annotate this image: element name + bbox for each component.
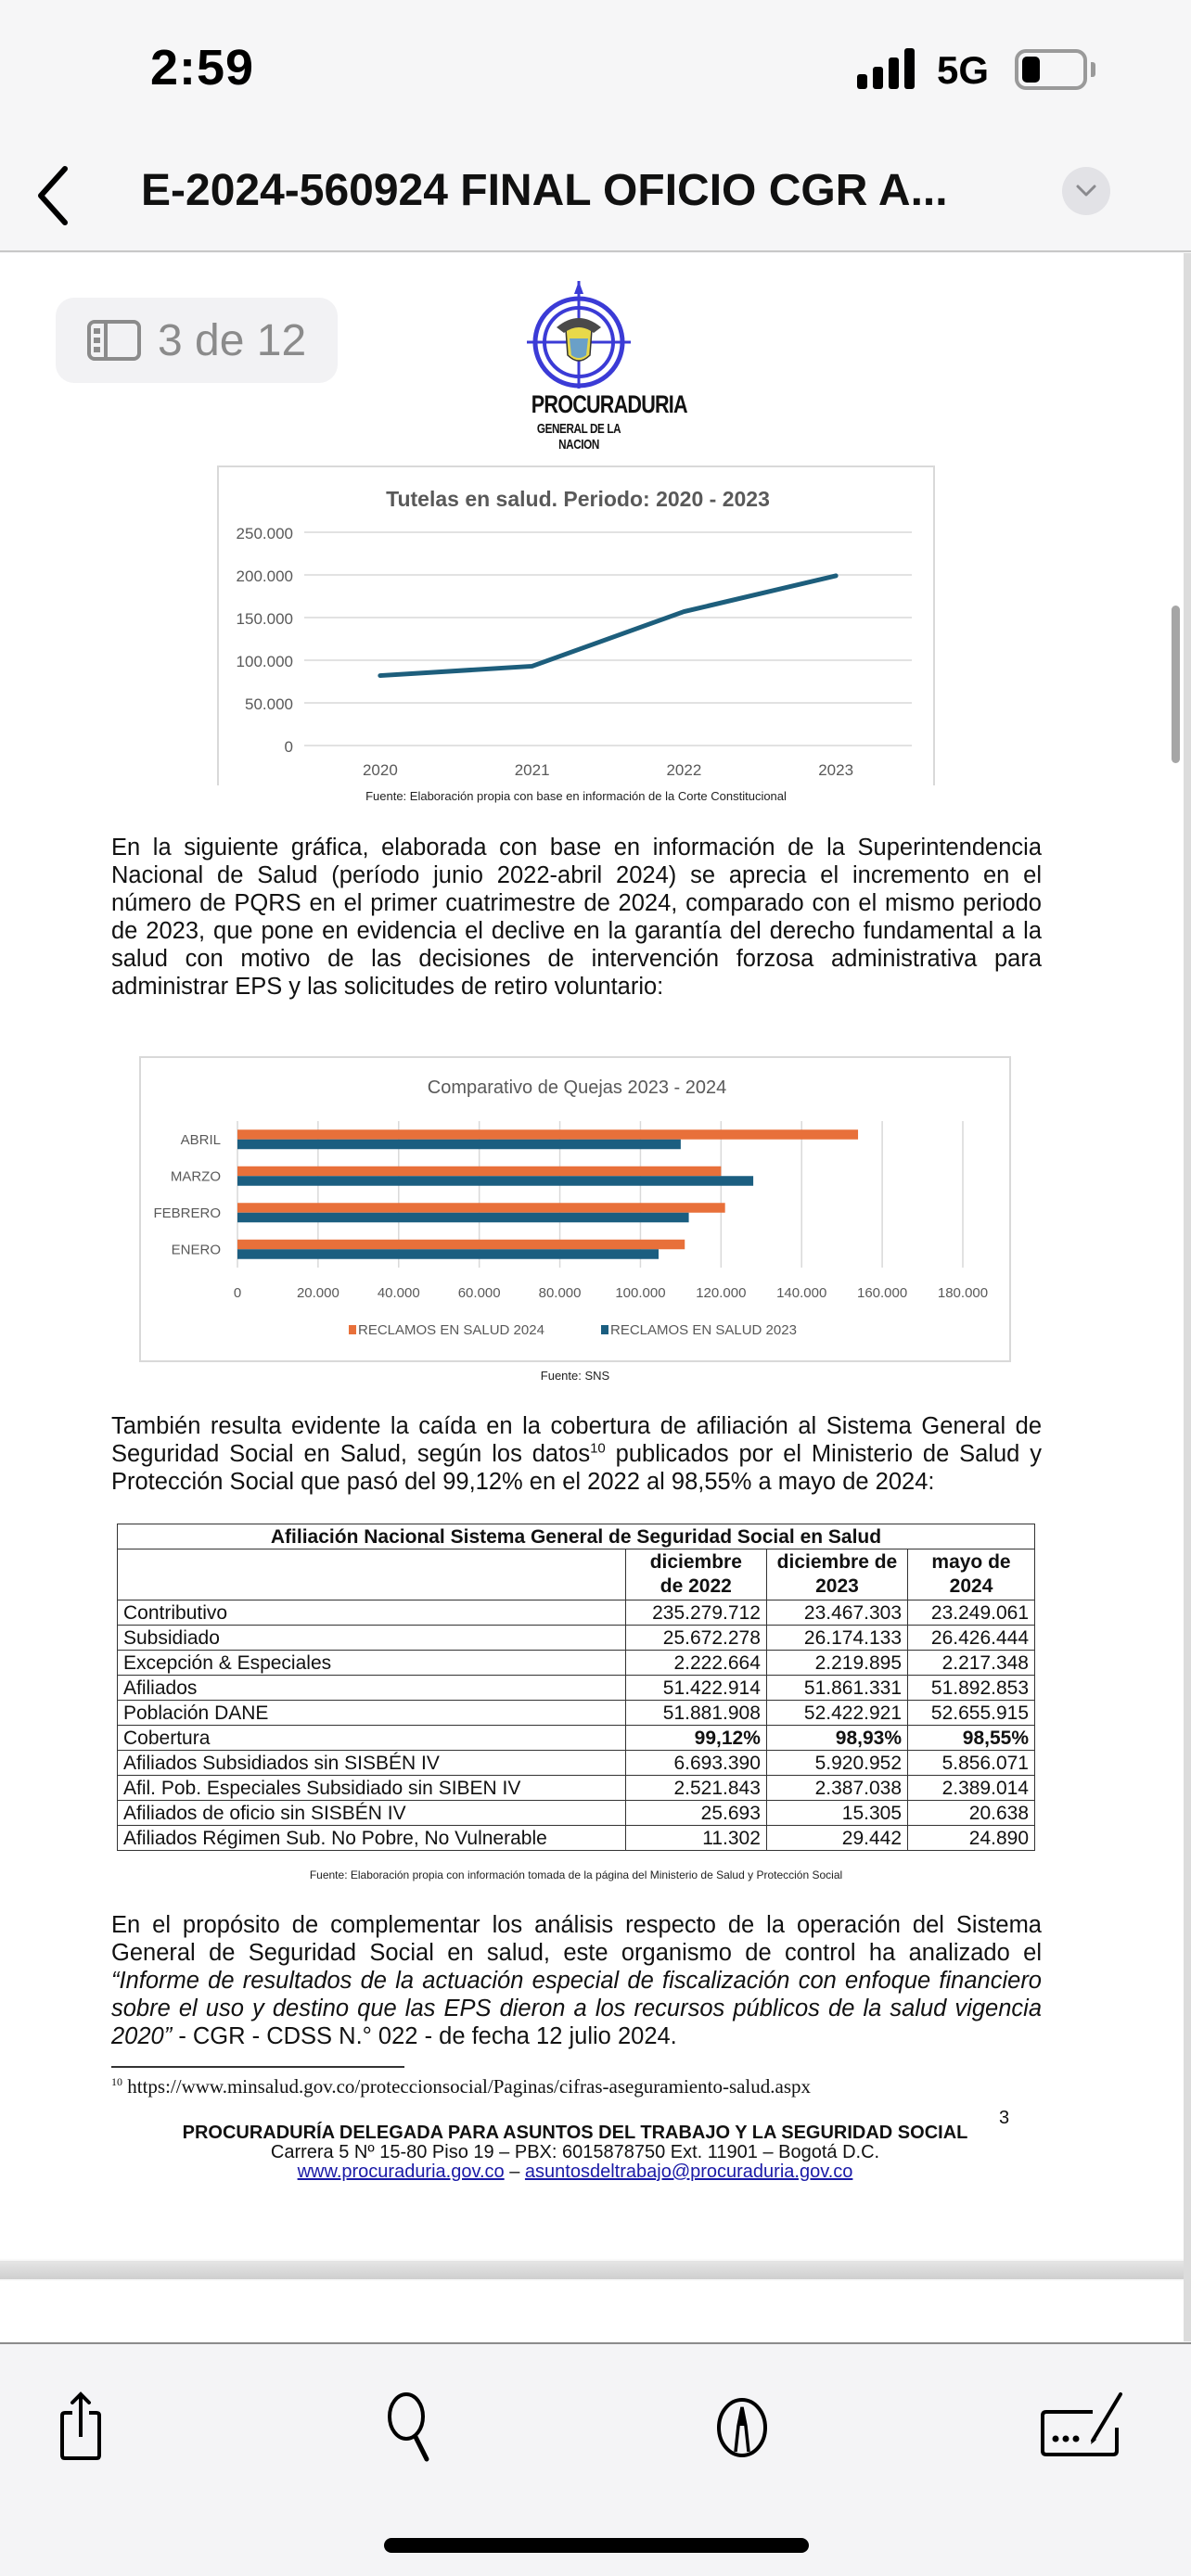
x-tick-label: 100.000 <box>615 1285 666 1301</box>
table-cell: 2.217.348 <box>908 1651 1035 1676</box>
table-cell: 11.302 <box>625 1826 766 1851</box>
page-indicator-label: 3 de 12 <box>158 315 307 365</box>
legend-label: RECLAMOS EN SALUD 2024 <box>358 1322 544 1338</box>
y-tick-label: 200.000 <box>236 567 293 585</box>
next-pdf-page <box>0 2281 1184 2341</box>
chevron-left-icon <box>28 163 83 228</box>
email-link[interactable]: asuntosdeltrabajo@procuraduria.gov.co <box>524 2162 853 2182</box>
table-cell: 29.442 <box>766 1826 907 1851</box>
category-label: ENERO <box>171 1242 221 1258</box>
paragraph-3 <box>111 1911 1042 2050</box>
y-tick-label: 150.000 <box>236 610 293 628</box>
fill-and-sign-icon <box>1037 2389 1130 2463</box>
x-tick-label: 120.000 <box>696 1285 747 1301</box>
table-cell: 5.920.952 <box>766 1751 907 1776</box>
table-cell: 20.638 <box>908 1801 1035 1826</box>
status-bar <box>0 0 1191 139</box>
quejas-chart-svg <box>141 1058 1013 1364</box>
markup-button[interactable] <box>705 2389 779 2463</box>
x-tick-label: 2023 <box>818 761 854 779</box>
footer-links <box>0 2162 1150 2183</box>
tutelas-line-chart <box>217 465 935 785</box>
footer-separator: – <box>504 2162 525 2182</box>
paragraph-2-text-b: publicados por el Ministerio de Salud y Protección Social que pasó del 99,12% en el 2022 al 98,55% a mayo de 2024: <box>111 1441 1042 1495</box>
legend-label: RECLAMOS EN SALUD 2023 <box>610 1322 797 1338</box>
table-row <box>118 1651 1035 1676</box>
bar-2024 <box>237 1240 685 1250</box>
afiliacion-table <box>117 1524 1035 1851</box>
row-label: Contributivo <box>118 1600 626 1626</box>
table-cell: 23.467.303 <box>766 1600 907 1626</box>
column-header: mayo de 2024 <box>908 1549 1035 1600</box>
logo-title: PROCURADURIA <box>531 390 687 418</box>
table-row <box>118 1826 1035 1851</box>
quejas-bar-chart <box>139 1056 1011 1362</box>
footnote-url[interactable]: https://www.minsalud.gov.co/proteccionsocial/Paginas/cifras-aseguramiento-salud.aspx <box>122 2075 812 2098</box>
table-cell: 98,55% <box>908 1726 1035 1751</box>
fill-and-sign-button[interactable] <box>1037 2389 1130 2463</box>
table-cell: 25.672.278 <box>625 1626 766 1651</box>
table-cell: 51.422.914 <box>625 1676 766 1701</box>
bar-2023 <box>237 1176 753 1186</box>
y-tick-label: 100.000 <box>236 653 293 670</box>
bar-2024 <box>237 1203 725 1213</box>
column-header: diciembre de 2023 <box>766 1549 907 1600</box>
row-label: Afiliados de oficio sin SISBÉN IV <box>118 1801 626 1826</box>
paragraph-1 <box>111 834 1042 1001</box>
crosshair-emblem-icon <box>519 281 638 390</box>
chart-title: Comparativo de Quejas 2023 - 2024 <box>427 1078 727 1098</box>
x-tick-label: 2022 <box>666 761 702 779</box>
category-label: MARZO <box>170 1168 221 1185</box>
footnote-number: 10 <box>111 2075 122 2088</box>
paragraph-1-text: En la siguiente gráfica, elaborada con base en información de la Superintendencia Nacional de Salud (período junio 2022-abril 2024) se aprecia el incremento en el número de PQRS en el primer cuatrimestre de 2024, comparado con el mismo periodo de 2023, que pone en evidencia el declive en la garantía del derecho fundamental a la salud con motivo de las decisiones de intervención forzosa administrativa para administrar EPS y las solicitudes de retiro voluntario: <box>111 835 1042 1000</box>
table-cell: 2.521.843 <box>625 1776 766 1801</box>
table-cell: 2.219.895 <box>766 1651 907 1676</box>
procuraduria-logo <box>519 281 687 453</box>
back-button[interactable] <box>28 163 83 228</box>
tutelas-chart-svg <box>219 467 937 787</box>
bar-2024 <box>237 1167 721 1177</box>
row-label: Afiliados Subsidiados sin SISBÉN IV <box>118 1751 626 1776</box>
footnote-ref[interactable]: 10 <box>590 1440 606 1457</box>
table-row <box>118 1626 1035 1651</box>
pdf-page <box>0 253 1184 2259</box>
row-label: Afiliados Régimen Sub. No Pobre, No Vulnerable <box>118 1826 626 1851</box>
document-viewport[interactable] <box>0 253 1191 2341</box>
y-tick-label: 250.000 <box>236 525 293 542</box>
table-cell: 2.222.664 <box>625 1651 766 1676</box>
table-cell: 6.693.390 <box>625 1751 766 1776</box>
x-tick-label: 180.000 <box>937 1285 989 1301</box>
table-title: Afiliación Nacional Sistema General de Seguridad Social en Salud <box>118 1524 1035 1549</box>
table-cell: 2.387.038 <box>766 1776 907 1801</box>
table-cell: 15.305 <box>766 1801 907 1826</box>
page-separator <box>0 2261 1191 2279</box>
table-cell: 25.693 <box>625 1801 766 1826</box>
table-row <box>118 1676 1035 1701</box>
document-title[interactable]: E-2024-560924 FINAL OFICIO CGR A... <box>141 166 948 215</box>
search-button[interactable] <box>375 2389 449 2463</box>
title-menu-button[interactable] <box>1062 167 1110 215</box>
x-tick-label: 20.000 <box>296 1285 339 1301</box>
chart-title: Tutelas en salud. Periodo: 2020 - 2023 <box>386 487 770 511</box>
row-label: Cobertura <box>118 1726 626 1751</box>
table-row <box>118 1801 1035 1826</box>
legend-swatch <box>601 1325 608 1334</box>
table-row <box>118 1600 1035 1626</box>
footnote-divider <box>111 2066 404 2068</box>
table-cell: 52.422.921 <box>766 1701 907 1726</box>
x-tick-label: 140.000 <box>776 1285 827 1301</box>
bar-2024 <box>237 1129 858 1140</box>
website-link[interactable]: www.procuraduria.gov.co <box>297 2162 505 2182</box>
sidebar-thumbnails-icon <box>87 320 141 361</box>
paragraph-2 <box>111 1412 1042 1496</box>
row-label: Subsidiado <box>118 1626 626 1651</box>
page-indicator-button[interactable] <box>56 298 338 383</box>
table-cell: 24.890 <box>908 1826 1035 1851</box>
table-row <box>118 1776 1035 1801</box>
table-cell: 26.174.133 <box>766 1626 907 1651</box>
x-tick-label: 80.000 <box>538 1285 582 1301</box>
legend-swatch <box>349 1325 356 1334</box>
row-label: Afil. Pob. Especiales Subsidiado sin SIBEN IV <box>118 1776 626 1801</box>
column-header: diciembre de 2022 <box>625 1549 766 1600</box>
x-tick-label: 2021 <box>514 761 550 779</box>
table-row <box>118 1701 1035 1726</box>
home-indicator[interactable] <box>384 2538 809 2553</box>
table-cell: 5.856.071 <box>908 1751 1035 1776</box>
report-title-quote: “Informe de resultados de la actuación especial de fiscalización con enfoque financiero sobre el uso y destino que las EPS dieron a los recursos públicos de la salud vigencia 2020” <box>111 1968 1042 2049</box>
table-cell: 23.249.061 <box>908 1600 1035 1626</box>
x-tick-label: 40.000 <box>377 1285 420 1301</box>
table-cell: 2.389.014 <box>908 1776 1035 1801</box>
y-tick-label: 0 <box>284 738 293 756</box>
chart2-caption: Fuente: SNS <box>540 1369 610 1383</box>
y-tick-label: 50.000 <box>245 695 293 713</box>
paragraph-2-text-a: También resulta evidente la caída en la cobertura de afiliación al Sistema General de Seguridad Social en Salud, según los datos <box>111 1413 1042 1467</box>
battery-icon <box>1015 49 1087 90</box>
table-row <box>118 1726 1035 1751</box>
table-cell: 51.881.908 <box>625 1701 766 1726</box>
row-label: Afiliados <box>118 1676 626 1701</box>
page-number: 3 <box>999 2108 1010 2128</box>
bar-2023 <box>237 1140 681 1150</box>
navigation-bar <box>0 139 1191 252</box>
table-cell: 26.426.444 <box>908 1626 1035 1651</box>
scrollbar-thumb[interactable] <box>1172 606 1180 763</box>
row-label: Excepción & Especiales <box>118 1651 626 1676</box>
footer-organization: PROCURADURÍA DELEGADA PARA ASUNTOS DEL TRABAJO Y LA SEGURIDAD SOCIAL <box>182 2123 968 2143</box>
logo-subtitle: GENERAL DE LA NACION <box>536 421 621 453</box>
markup-pen-icon <box>705 2389 779 2463</box>
network-type: 5G <box>937 48 990 92</box>
battery-cap <box>1091 62 1095 77</box>
table-cell: 235.279.712 <box>625 1600 766 1626</box>
category-label: FEBRERO <box>153 1205 221 1221</box>
table-header-empty <box>118 1549 626 1600</box>
cellular-signal-icon <box>857 48 918 89</box>
table-cell: 98,93% <box>766 1726 907 1751</box>
table-cell: 51.861.331 <box>766 1676 907 1701</box>
bar-2023 <box>237 1249 659 1259</box>
table-row <box>118 1751 1035 1776</box>
x-tick-label: 160.000 <box>856 1285 908 1301</box>
category-label: ABRIL <box>180 1131 221 1148</box>
scroll-track <box>1184 253 1191 2341</box>
bar-2023 <box>237 1213 689 1223</box>
table-caption: Fuente: Elaboración propia con información tomada de la página del Ministerio de Salud y Protección Social <box>309 1868 843 1881</box>
chart1-caption: Fuente: Elaboración propia con base en información de la Corte Constitucional <box>365 789 787 803</box>
table-cell: 51.892.853 <box>908 1676 1035 1701</box>
x-tick-label: 2020 <box>362 761 398 779</box>
status-time: 2:59 <box>150 40 255 96</box>
table-cell: 99,12% <box>625 1726 766 1751</box>
battery-level <box>1022 57 1040 83</box>
footnote <box>111 2075 811 2098</box>
x-tick-label: 60.000 <box>457 1285 501 1301</box>
search-icon <box>375 2389 449 2463</box>
chevron-down-icon <box>1075 184 1097 198</box>
x-tick-label: 0 <box>233 1285 242 1301</box>
row-label: Población DANE <box>118 1701 626 1726</box>
table-cell: 52.655.915 <box>908 1701 1035 1726</box>
footer-address: Carrera 5 Nº 15-80 Piso 19 – PBX: 6015878750 Ext. 11901 – Bogotá D.C. <box>270 2142 880 2162</box>
share-icon <box>52 2389 126 2463</box>
share-button[interactable] <box>52 2389 126 2463</box>
paragraph-3-text-a: En el propósito de complementar los análisis respecto de la operación del Sistema General de Seguridad Social en salud, este organismo de control ha analizado el <box>111 1912 1042 1966</box>
paragraph-3-text-b: - CGR - CDSS N.° 022 - de fecha 12 julio 2024. <box>172 2023 677 2049</box>
